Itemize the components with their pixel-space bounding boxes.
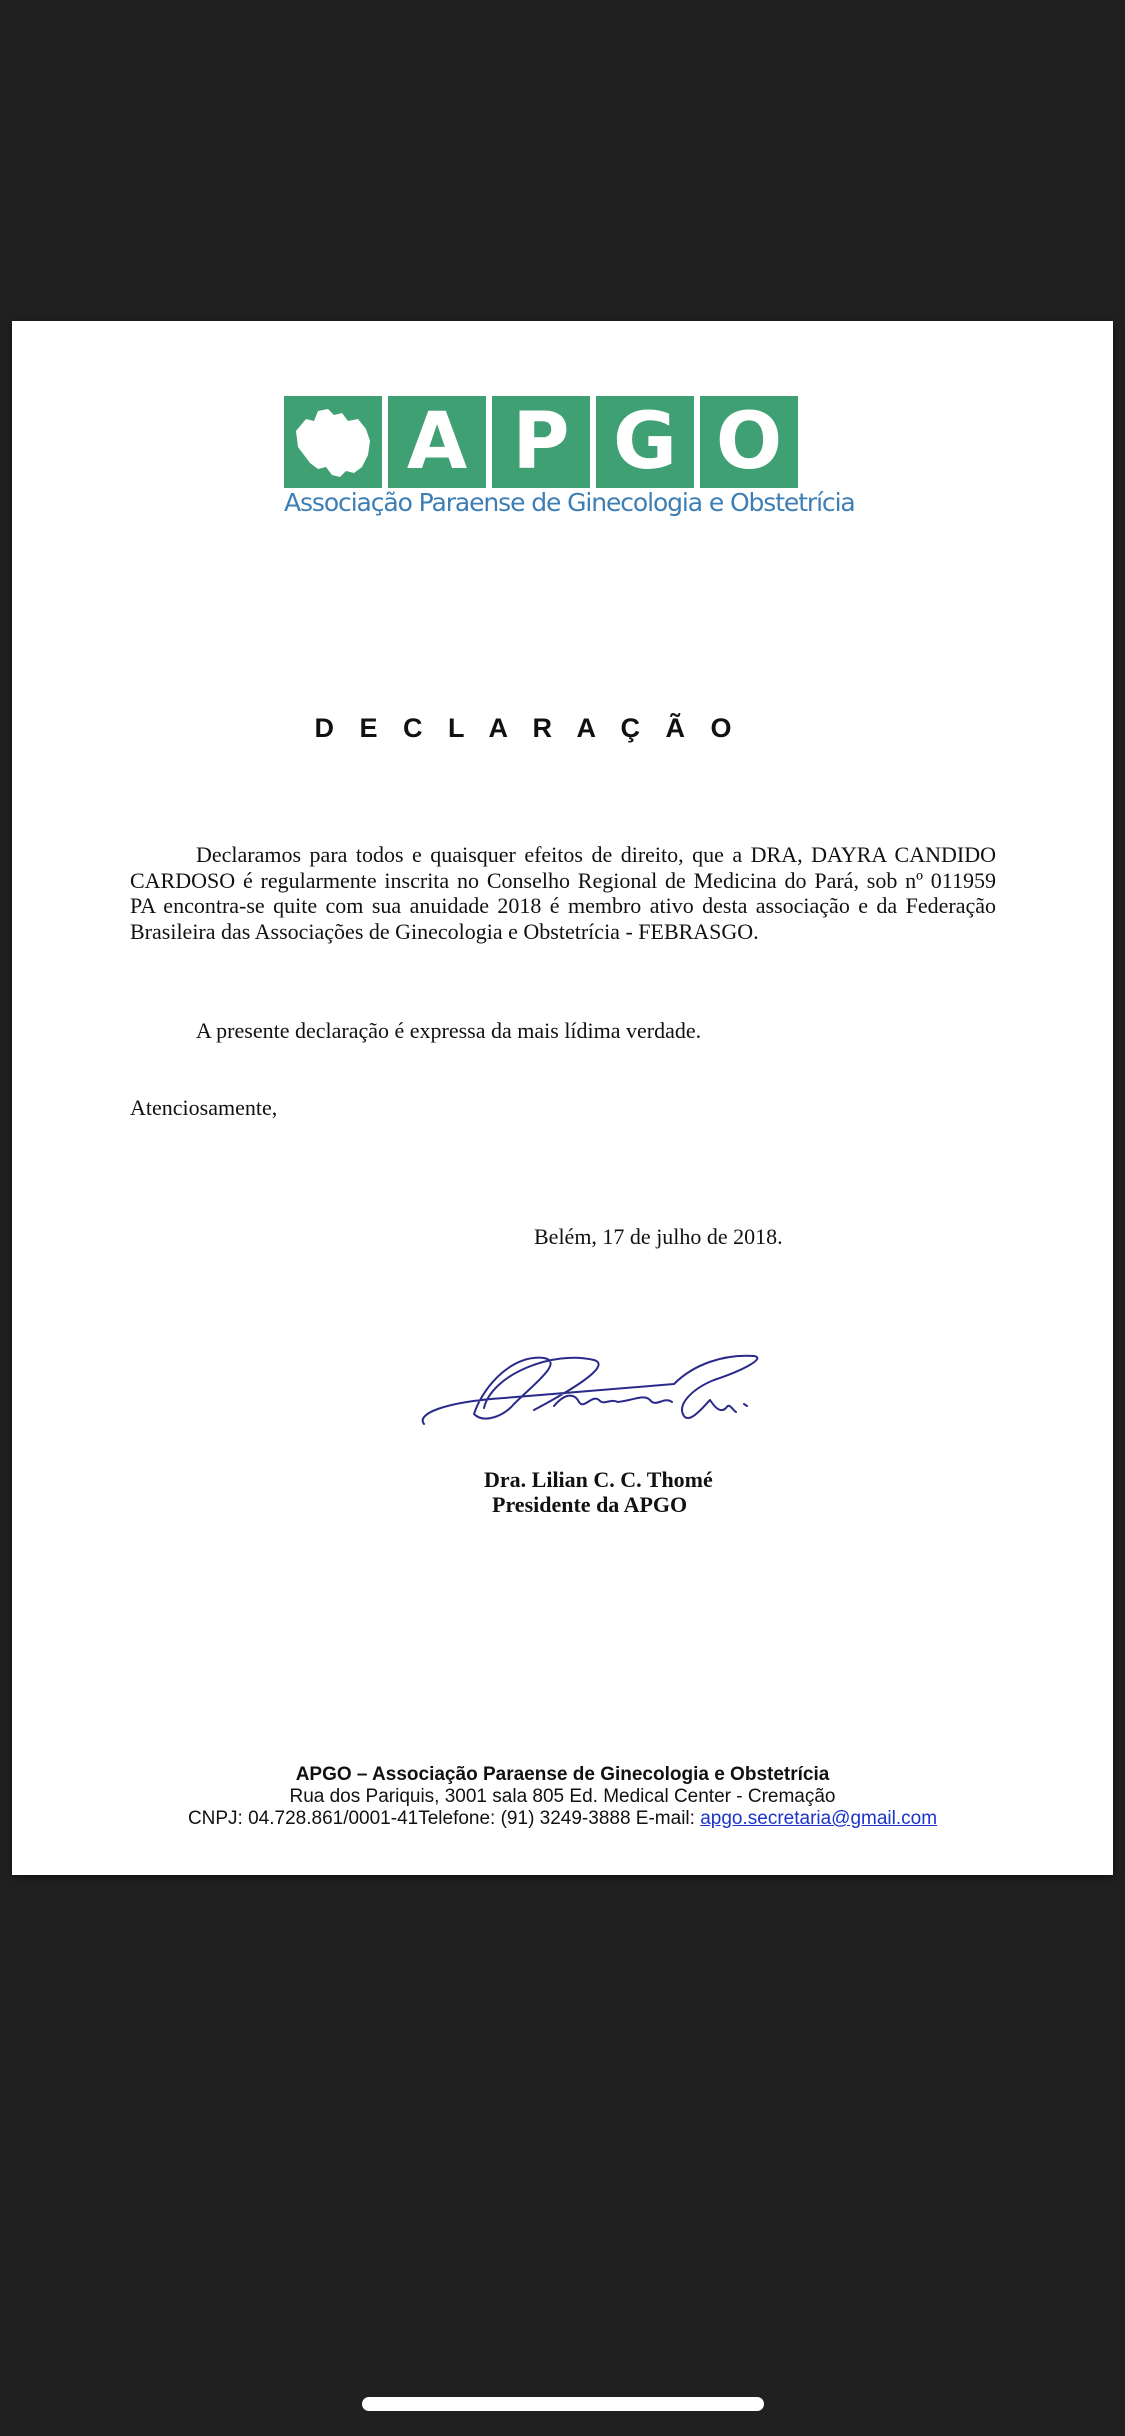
footer-contact-line [12, 1808, 1113, 1830]
apgo-logo [272, 396, 855, 541]
declaration-paragraph: Declaramos para todos e quaisquer efeitos de direito, que a DRA, DAYRA CANDIDO CARDOSO é regularmente inscrita no Conselho Regional de Medicina do Pará, sob nº 011959 PA encontra-se quite com sua anuidade 2018 é membro ativo desta associação e da Federação Brasileira das Associações de Ginecologia e Obstetrícia - FEBRASGO. [130, 842, 996, 944]
footer-org-name: APGO – Associação Paraense de Ginecologia e Obstetrícia [295, 1764, 830, 1785]
signer-role: Presidente da APGO [492, 1492, 688, 1517]
document-title-text: D E C L A R A Ç Ã O [314, 713, 741, 743]
document-date: Belém, 17 de julho de 2018. [534, 1224, 783, 1249]
document-page [12, 321, 1113, 1875]
footer-address: Rua dos Pariquis, 3001 sala 805 Ed. Medical Center - Cremação [289, 1786, 836, 1807]
logo-letter-o: O [700, 396, 798, 488]
home-indicator[interactable] [362, 2397, 764, 2411]
handwritten-signature [414, 1344, 774, 1444]
truth-statement: A presente declaração é expressa da mais lídima verdade. [196, 1018, 702, 1043]
logo-letter-g: G [596, 396, 694, 488]
document-title [12, 713, 1113, 744]
para-map-icon [284, 396, 382, 488]
footer-email-link[interactable]: apgo.secretaria@gmail.com [700, 1808, 938, 1829]
logo-subtitle: Associação Paraense de Ginecologia e Obstetrícia [284, 488, 855, 517]
logo-letter-a: A [388, 396, 486, 488]
signer-name: Dra. Lilian C. C. Thomé [484, 1467, 713, 1492]
logo-letter-p: P [492, 396, 590, 488]
closing-salutation: Atenciosamente, [130, 1095, 278, 1120]
footer-contact: CNPJ: 04.728.861/0001-41Telefone: (91) 3249-3888 E-mail: [187, 1808, 701, 1829]
logo-tiles [284, 396, 798, 488]
letterhead-footer [12, 1764, 1113, 1830]
